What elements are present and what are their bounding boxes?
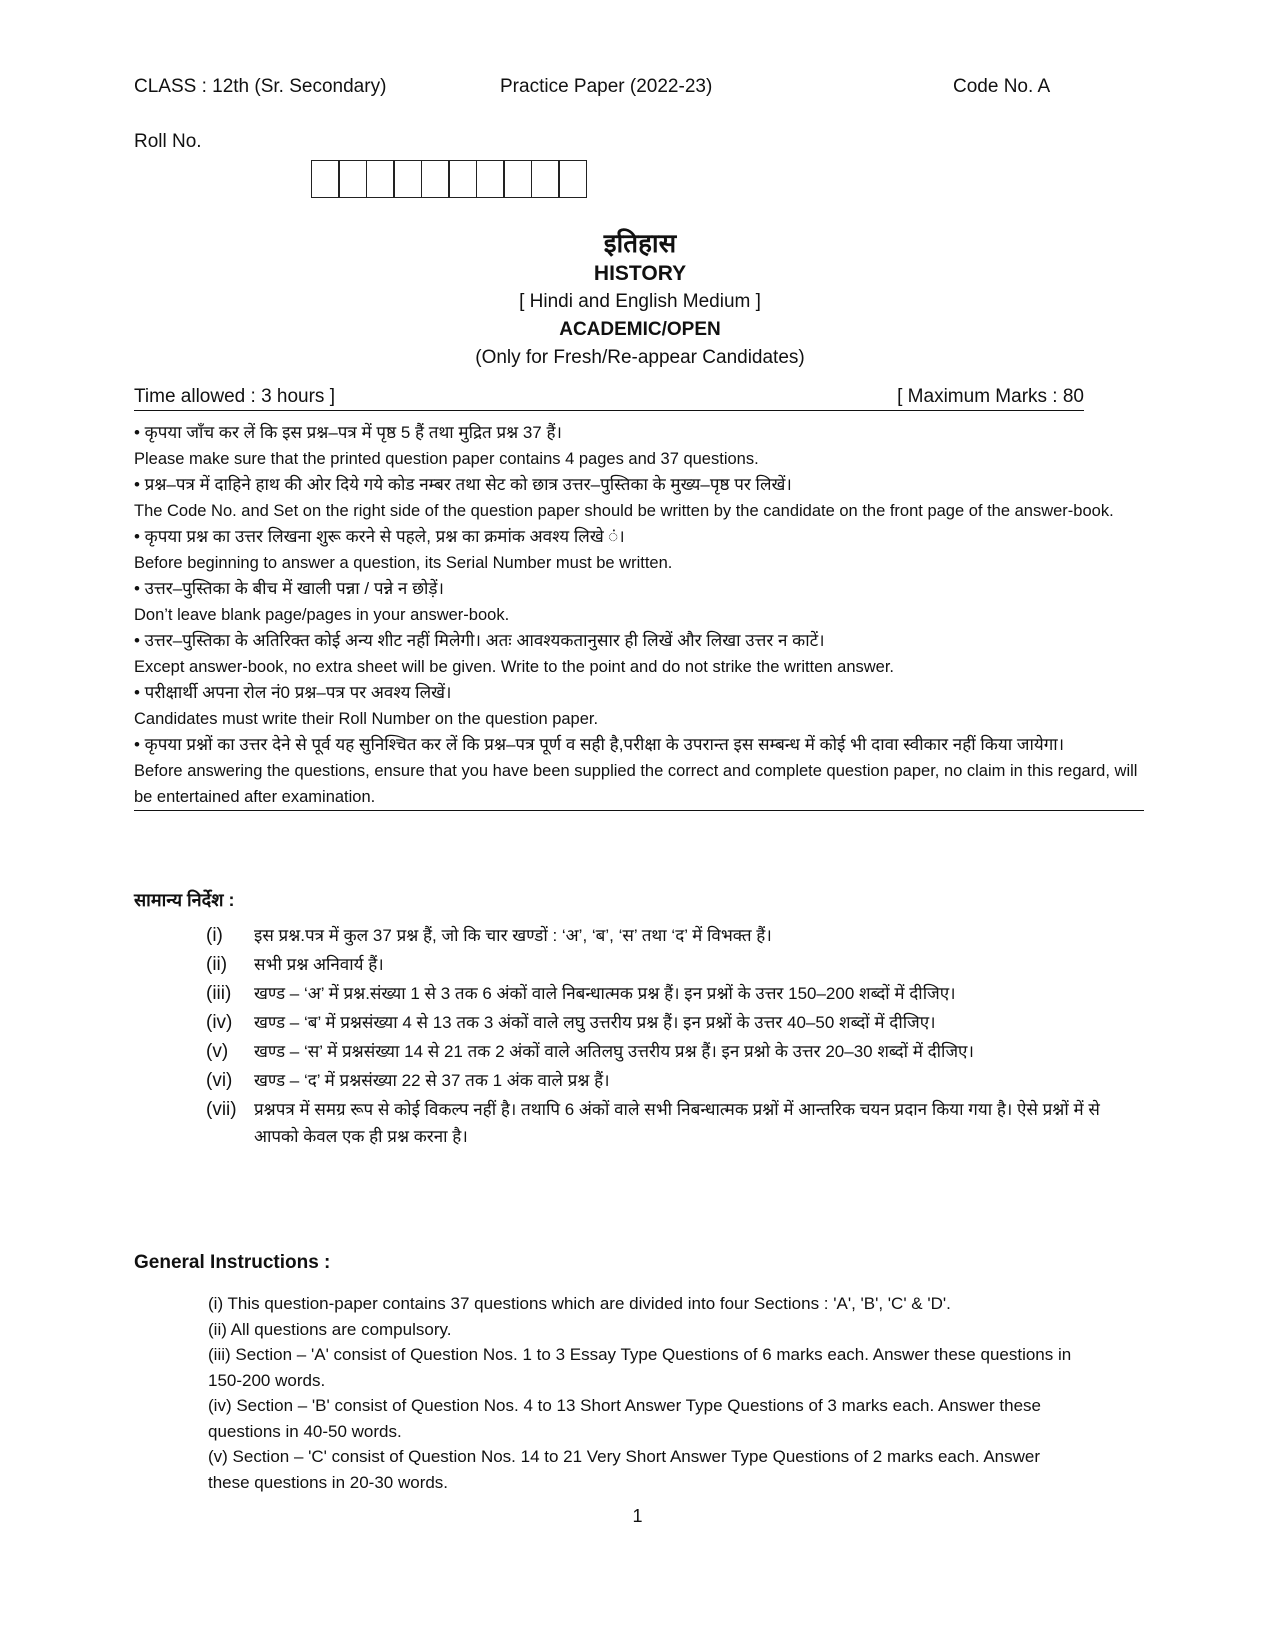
instructions-list — [134, 420, 1144, 811]
code-label: Code No. A — [953, 76, 1051, 97]
general-hindi-item — [206, 951, 1146, 978]
general-english-item: (i) This question-paper contains 37 questions which are divided into four Sections : 'A', 'B', 'C' & 'D'. — [208, 1294, 951, 1313]
instruction-hindi: • कृपया प्रश्न का उत्तर लिखना शुरू करने से पहले, प्रश्न का क्रमांक अवश्य लिखे ं। — [134, 527, 625, 546]
item-text: खण्ड – ‘ब’ में प्रश्नसंख्या 4 से 13 तक 3 अंकों वाले लघु उत्तरीय प्रश्न हैं। इन प्रश्नों के उत्तर 40–50 शब्दों में दीजिए। — [254, 1013, 936, 1032]
subject-title-english: HISTORY — [593, 262, 687, 285]
item-number: (ii) — [206, 954, 228, 975]
title-block — [440, 226, 840, 372]
general-instructions-english-title: General Instructions : — [134, 1252, 331, 1273]
instruction-english: Candidates must write their Roll Number on the question paper. — [134, 710, 599, 728]
general-hindi-item — [206, 922, 1146, 949]
candidates-label: (Only for Fresh/Re-appear Candidates) — [475, 347, 805, 368]
instruction-english-underlined: Before answering the questions, ensure that you have been supplied the correct and complete question paper, no claim in this regard, will be entertained after examination. — [134, 758, 1144, 811]
instruction-english — [134, 758, 1144, 811]
item-text: खण्ड – ‘स’ में प्रश्नसंख्या 14 से 21 तक 2 अंकों वाले अतिलघु उत्तरीय प्रश्न हैं। इन प्रश्नो के उत्तर 20–30 शब्दों में दीजिए। — [254, 1042, 974, 1061]
instruction-hindi: • कृपया जाँच कर लें कि इस प्रश्न–पत्र में पृष्ठ 5 हैं तथा मुद्रित प्रश्न 37 हैं। — [134, 423, 562, 442]
roll-no-box[interactable] — [393, 160, 422, 198]
item-number: (vi) — [206, 1070, 233, 1091]
roll-no-box[interactable] — [558, 160, 587, 198]
item-text: खण्ड – ‘अ’ में प्रश्न.संख्या 1 से 3 तक 6 अंकों वाले निबन्धात्मक प्रश्न हैं। इन प्रश्नों के उत्तर 150–200 शब्दों में दीजिए। — [254, 984, 956, 1003]
maximum-marks: [ Maximum Marks : 80 — [897, 386, 1084, 407]
item-text: सभी प्रश्न अनिवार्य हैं। — [254, 955, 384, 974]
item-number: (iii) — [206, 983, 232, 1004]
instruction-hindi: • उत्तर–पुस्तिका के बीच में खाली पन्ना / पन्ने न छोड़ें। — [134, 579, 444, 598]
roll-no-box[interactable] — [531, 160, 560, 198]
instruction-hindi: • कृपया प्रश्नों का उत्तर देने से पूर्व यह सुनिश्चित कर लें कि प्रश्न–पत्र पूर्ण व सही है,परीक्षा के उपरान्त इस सम्बन्ध में कोई भी दावा स्वीकार नहीं किया जायेगा। — [134, 735, 1065, 754]
general-hindi-item — [206, 1067, 1146, 1094]
instruction-english: Please make sure that the printed question paper contains 4 pages and 37 questions. — [134, 450, 759, 468]
general-instructions-hindi — [206, 922, 1146, 1152]
item-number: (v) — [206, 1041, 229, 1062]
roll-no-box[interactable] — [503, 160, 532, 198]
general-instructions-english — [208, 1291, 1078, 1495]
subject-title-hindi: इतिहास — [603, 228, 677, 258]
roll-no-box[interactable] — [338, 160, 367, 198]
roll-no-box[interactable] — [311, 160, 340, 198]
roll-no-box[interactable] — [366, 160, 395, 198]
stream-label: ACADEMIC/OPEN — [559, 319, 721, 340]
instruction-hindi: • उत्तर–पुस्तिका के अतिरिक्त कोई अन्य शीट नहीं मिलेगी। अतः आवश्यकतानुसार ही लिखें और लिखा उत्तर न काटें। — [134, 631, 825, 650]
item-text: इस प्रश्न.पत्र में कुल 37 प्रश्न हैं, जो कि चार खण्डों : ‘अ’, ‘ब’, ‘स’ तथा ‘द’ में विभक्त हैं। — [254, 926, 772, 945]
general-hindi-item — [206, 1009, 1146, 1036]
general-english-item: (iv) Section – 'B' consist of Question Nos. 4 to 13 Short Answer Type Questions of 3 marks each. Answer these questions in 40-50 words. — [208, 1396, 1041, 1441]
class-label: CLASS : 12th (Sr. Secondary) — [134, 76, 387, 97]
roll-no-label: Roll No. — [134, 131, 202, 152]
general-english-item: (ii) All questions are compulsory. — [208, 1319, 452, 1339]
general-hindi-item — [206, 1096, 1146, 1150]
time-marks-row — [134, 386, 1084, 411]
general-english-item: (v) Section – 'C' consist of Question Nos. 14 to 21 Very Short Answer Type Questions of 2 marks each. Answer these questions in 20-30 words. — [208, 1447, 1041, 1492]
roll-no-box[interactable] — [421, 160, 450, 198]
item-number: (i) — [206, 925, 223, 946]
item-number: (iv) — [206, 1012, 233, 1033]
instruction-english: The Code No. and Set on the right side of the question paper should be written by the candidate on the front page of the answer-book. — [134, 502, 1114, 520]
general-hindi-item — [206, 1038, 1146, 1065]
item-text: प्रश्नपत्र में समग्र रूप से कोई विकल्प नहीं है। तथापि 6 अंकों वाले सभी निबन्धात्मक प्रश्नों में आन्तरिक चयन प्रदान किया गया है। ऐसे प्रश्नों में से आपको केवल एक ही प्रश्न करना है। — [254, 1100, 1100, 1146]
general-hindi-item — [206, 980, 1146, 1007]
paper-label: Practice Paper (2022-23) — [500, 76, 713, 97]
roll-no-box[interactable] — [448, 160, 477, 198]
item-text: खण्ड – ‘द’ में प्रश्नसंख्या 22 से 37 तक 1 अंक वाले प्रश्न हैं। — [254, 1071, 610, 1090]
roll-no-boxes — [312, 160, 587, 198]
instruction-english: Don’t leave blank page/pages in your answer-book. — [134, 606, 510, 624]
general-english-item: (iii) Section – 'A' consist of Question Nos. 1 to 3 Essay Type Questions of 6 marks each. Answer these questions in 150-200 words. — [208, 1345, 1072, 1390]
page-number: 1 — [632, 1506, 643, 1526]
item-number: (vii) — [206, 1099, 237, 1120]
instruction-english: Except answer-book, no extra sheet will be given. Write to the point and do not strike the written answer. — [134, 658, 895, 676]
time-allowed: Time allowed : 3 hours ] — [134, 386, 335, 407]
instruction-english: Before beginning to answer a question, its Serial Number must be written. — [134, 554, 673, 572]
instruction-hindi: • प्रश्न–पत्र में दाहिने हाथ की ओर दिये गये कोड नम्बर तथा सेट को छात्र उत्तर–पुस्तिका के मुख्य–पृष्ठ पर लिखें। — [134, 475, 792, 494]
roll-no-box[interactable] — [476, 160, 505, 198]
general-instructions-hindi-title: सामान्य निर्देश : — [134, 890, 235, 910]
medium-label: [ Hindi and English Medium ] — [519, 291, 761, 312]
instruction-hindi: • परीक्षार्थी अपना रोल नं0 प्रश्न–पत्र पर अवश्य लिखें। — [134, 683, 452, 702]
